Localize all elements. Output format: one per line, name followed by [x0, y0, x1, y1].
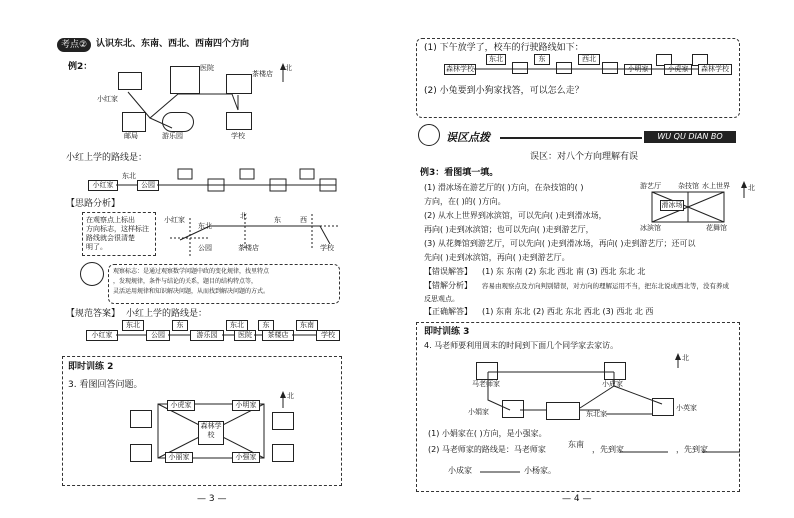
banner-title: 误区点拨 — [446, 131, 490, 144]
bubble-line: 方向标志，这样标注 — [86, 225, 149, 233]
diag-ne: 东北 — [198, 222, 212, 230]
right-q1: (1) 下午放学了，校车的行驶路线如下： — [424, 43, 584, 53]
map-xiaocheng: 小成家 — [602, 380, 623, 388]
map-shuishang: 水上世界 — [702, 182, 730, 190]
route-start: 小红家 — [88, 180, 118, 191]
bus-dir: 东 — [534, 54, 550, 65]
bus-node: 小明家 — [624, 64, 652, 75]
map-north: 北 — [748, 184, 755, 192]
map-ma: 马老师家 — [472, 380, 500, 388]
ans-dir: 东南 — [296, 320, 318, 331]
page-number-left: — 3 — — [197, 494, 227, 504]
p3-line-3: 小成家 — [448, 466, 472, 475]
ans-node: 学校 — [316, 330, 340, 341]
p2-xiaowang: 小强家 — [232, 452, 260, 463]
ans-dir: 东 — [258, 320, 274, 331]
ans-dir: 东 — [172, 320, 188, 331]
p3-line-2: (2) 马老师家的路线是：马老师家 — [428, 445, 546, 454]
ans-node: 医院 — [234, 330, 256, 341]
p3-line-2c: ，先到家 — [592, 445, 624, 454]
label-hospital: 医院 — [200, 64, 214, 72]
label-school: 学校 — [231, 132, 245, 140]
p2-xiaoming: 小明家 — [232, 400, 260, 411]
bubble-line: 明了。 — [86, 243, 107, 251]
ex-line-4: 再向( )走到冰滨馆；也可以先向( )走到游艺厅， — [424, 225, 594, 234]
ex-line-6: 先向( )走到冰滨馆，再向( )走到游艺厅。 — [424, 253, 570, 262]
p3-line-3b: 小杨家。 — [524, 466, 556, 475]
example-label: 例2： — [68, 62, 93, 72]
route-dir-1: 东北 — [122, 172, 136, 180]
map-huabing: 滑冰场 — [661, 201, 683, 209]
map-jiaoqiu: 杂技馆 — [678, 182, 699, 190]
p3-line-1: (1) 小娟家在( )方向，是小强家。 — [428, 429, 547, 438]
ex-line-2: 方向，在( )的( )方向。 — [424, 197, 506, 206]
diag-teahouse: 茶楼店 — [238, 244, 259, 252]
ans-node: 游乐园 — [190, 330, 224, 341]
p2-xiaohu: 小虎家 — [167, 400, 195, 411]
bubble-line: 在观察点上标出 — [86, 216, 135, 224]
section-title: 认识东北、东南、西北、西南四个方向 — [96, 39, 250, 49]
section-badge: 考点② — [57, 38, 91, 52]
p2-north: 北 — [287, 392, 294, 400]
bubble-line: 路线就会很清楚 — [86, 234, 135, 242]
label-post-office: 邮局 — [124, 132, 138, 140]
bus-dir: 东北 — [486, 54, 506, 65]
map-xiaodong: 东北家 — [586, 410, 607, 418]
tip-line: ，发现规律，条件与结论的关系，题目的结构特点等， — [113, 278, 258, 285]
diag-start: 小红家 — [164, 216, 185, 224]
error-text: 容易由观察点及方向判别错误，对方向的理解运用不当，把东北说成西北等，没有养成 — [482, 282, 729, 290]
error-tag: 【错解分析】 — [424, 281, 472, 290]
bus-node: 小虎家 — [664, 64, 692, 75]
route-question: 小红上学的路线是： — [66, 153, 148, 163]
ans-node: 茶楼店 — [262, 330, 294, 341]
diag-east: 东 — [274, 216, 281, 224]
diag-park: 公园 — [198, 244, 212, 252]
wrong-tag: 【错误解答】 — [424, 267, 472, 276]
map-north: 北 — [682, 354, 689, 362]
error-text-2: 反思观点。 — [424, 295, 459, 303]
subtitle: 误区：对八个方向理解有误 — [530, 152, 639, 162]
ex-line-3: (2) 从水上世界到冰滨馆，可以先向( )走到滑冰场， — [424, 211, 607, 220]
answer-text: 小红上学的路线是： — [126, 309, 208, 319]
right-tag: 【正确解答】 — [424, 307, 472, 316]
label-xiaohong-home: 小红家 — [97, 95, 118, 103]
ans-dir: 东北 — [122, 320, 144, 331]
right-answer: (1) 东南 东北 (2) 西北 东北 西北 (3) 西北 北 西 — [482, 307, 654, 316]
practice3-title: 即时训练 3 — [424, 327, 470, 337]
p2-center: 森林学校 — [198, 421, 224, 445]
practice2-q: 3. 看图回答问题。 — [68, 380, 143, 390]
practice2-title: 即时训练 2 — [68, 362, 114, 372]
map-xiaoyu: 小娟家 — [468, 408, 489, 416]
analysis-tag: 【思路分析】 — [66, 199, 121, 209]
banner-pinyin: WU QU DIAN BO — [644, 131, 736, 143]
diag-north: 北 — [240, 212, 247, 220]
bus-node: 森林学校 — [698, 64, 732, 75]
tip-line: 灵活运用规律和知识解决问题，从而找到解决问题的方式。 — [113, 288, 270, 295]
map-bingbin: 冰滨馆 — [640, 224, 661, 232]
map-xiaoying: 小英家 — [676, 404, 697, 412]
map-youyi: 游艺厅 — [640, 182, 661, 190]
ex-line-5: (3) 从花舞馆到游艺厅，可以先向( )走到滑冰场，再向( )走到游艺厅；还可以 — [424, 239, 696, 248]
bus-dir: 西北 — [578, 54, 600, 65]
right-q2: (2) 小兔要到小狗家找答，可以怎么走？ — [424, 86, 584, 96]
north-label: 北 — [285, 64, 292, 72]
p3-line-2d: ，先到家 — [676, 445, 708, 454]
wrong-answer: (1) 东 东南 (2) 东北 西北 南 (3) 西北 东北 北 — [482, 267, 646, 276]
label-teahouse: 茶楼店 — [252, 70, 273, 78]
bus-node: 森林学校 — [446, 65, 474, 73]
example3-label: 例3：看图填一填。 — [420, 168, 499, 178]
practice3-q: 4. 马老师要利用周末的时间到下面几个同学家去家访。 — [424, 341, 619, 350]
label-park: 游乐园 — [162, 132, 183, 140]
ans-node: 小红家 — [86, 330, 118, 341]
ans-dir: 东北 — [226, 320, 248, 331]
diag-west: 西 — [300, 216, 307, 224]
diag-school: 学校 — [320, 244, 334, 252]
p3-line-2b: 东南 — [568, 440, 584, 449]
answer-tag: 【规范答案】 — [66, 309, 121, 319]
ex-line-1: (1) 滑冰场在游艺厅的( )方向，在杂技馆的( ) — [424, 183, 584, 192]
map-huawu: 花舞馆 — [706, 224, 727, 232]
tip-line: 观察标志：是通过观察数学问题中政的变化规律，找里特点 — [113, 268, 270, 275]
ans-node: 公园 — [146, 330, 170, 341]
route-park: 公园 — [137, 180, 159, 191]
p2-xiaoli: 小丽家 — [165, 452, 193, 463]
page-number-right: — 4 — — [562, 494, 592, 504]
